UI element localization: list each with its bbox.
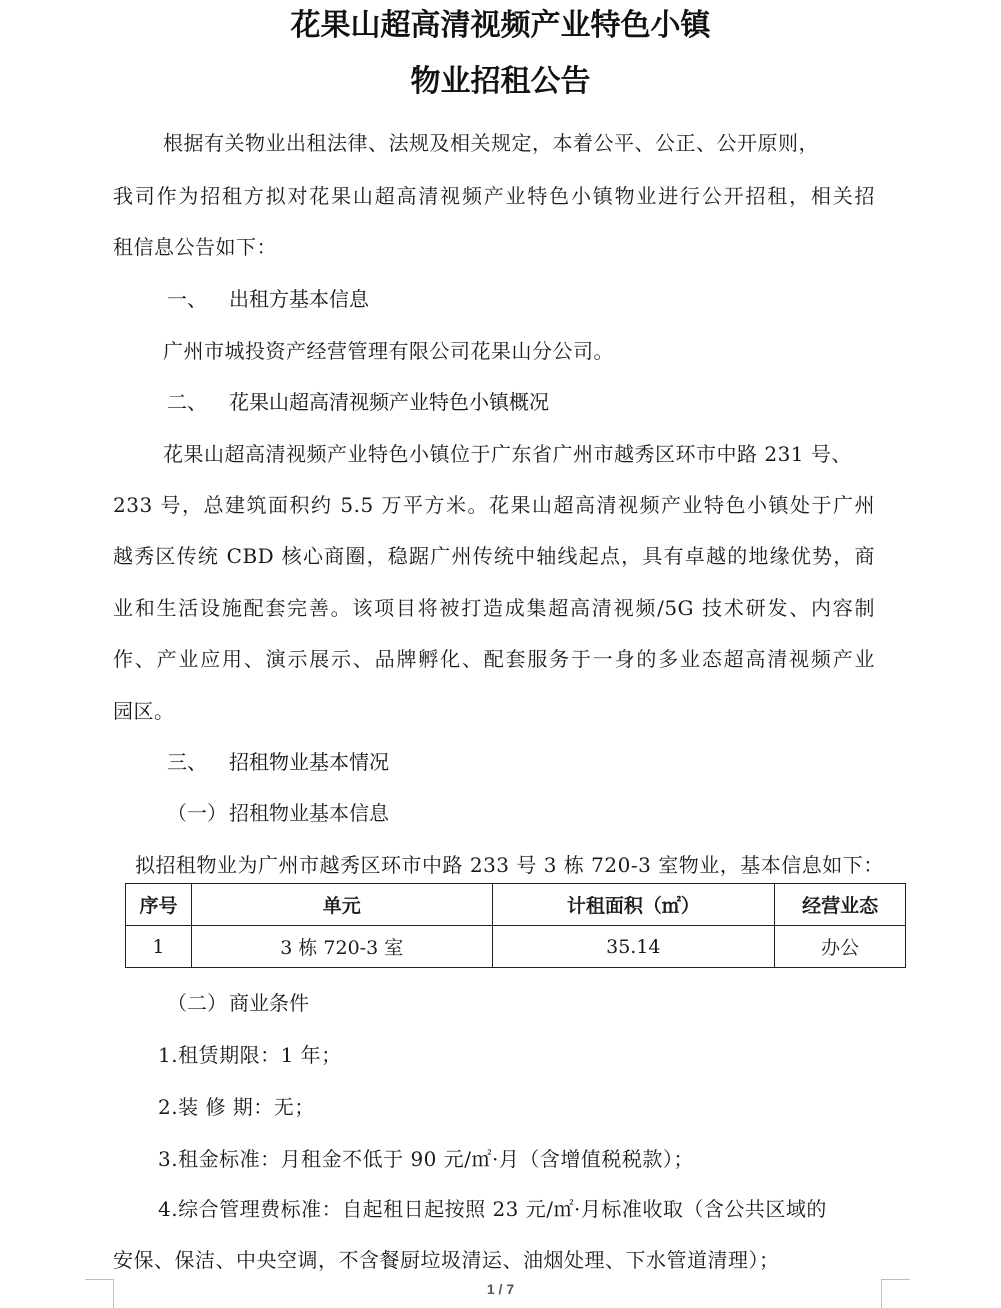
section-2-number: 二、 (167, 390, 207, 414)
section-3-title: 招租物业基本情况 (229, 750, 389, 774)
section-3-number: 三、 (167, 750, 207, 774)
table-cell-index: 1 (126, 926, 192, 968)
section-2-heading (167, 387, 549, 417)
table-cell-business-type: 办公 (775, 926, 906, 968)
intro-line-3: 租信息公告如下： (113, 235, 277, 259)
sub-1-title: 招租物业基本信息 (229, 801, 389, 825)
sub-1-number: （一） (167, 801, 227, 825)
table-header-unit: 单元 (191, 884, 492, 926)
page-number: 1 / 7 (486, 1281, 515, 1297)
section-3-sub-1-heading (167, 798, 389, 828)
condition-item-4-continued: 安保、保洁、中央空调，不含餐厨垃圾清运、油烟处理、下水管道清理）； (113, 1248, 780, 1272)
property-table (125, 883, 906, 968)
table-header-index: 序号 (126, 884, 192, 926)
table-row (126, 926, 906, 968)
document-title-line2: 物业招租公告 (410, 64, 591, 99)
section-2-line-2: 233 号，总建筑面积约 5.5 万平方米。花果山超高清视频产业特色小镇处于广州 (113, 493, 875, 517)
section-1-heading (167, 284, 369, 314)
table-cell-unit: 3 栋 720-3 室 (191, 926, 492, 968)
section-3-sub-2-heading (167, 988, 309, 1018)
section-2-title: 花果山超高清视频产业特色小镇概况 (229, 390, 549, 414)
table-header-business-type: 经营业态 (775, 884, 906, 926)
property-intro: 拟招租物业为广州市越秀区环市中路 233 号 3 栋 720-3 室物业，基本信息如下： (135, 853, 884, 877)
table-cell-area: 35.14 (492, 926, 775, 968)
section-2-line-5: 作、产业应用、演示展示、品牌孵化、配套服务于一身的多业态超高清视频产业 (113, 647, 875, 671)
section-1-number: 一、 (167, 287, 207, 311)
condition-item-3: 3.租金标准：月租金不低于 90 元/㎡·月（含增值税税款）； (158, 1147, 694, 1171)
section-2-line-4: 业和生活设施配套完善。该项目将被打造成集超高清视频/5G 技术研发、内容制 (113, 596, 875, 620)
section-1-body: 广州市城投资产经营管理有限公司花果山分公司。 (163, 339, 614, 363)
sub-2-number: （二） (167, 991, 227, 1015)
document-title-line1: 花果山超高清视频产业特色小镇 (290, 8, 711, 43)
table-header-area: 计租面积（㎡） (492, 884, 775, 926)
sub-2-title: 商业条件 (229, 991, 309, 1015)
section-1-title: 出租方基本信息 (229, 287, 369, 311)
intro-line-1: 根据有关物业出租法律、法规及相关规定，本着公平、公正、公开原则， (163, 131, 819, 155)
intro-line-2: 我司作为招租方拟对花果山超高清视频产业特色小镇物业进行公开招租，相关招 (113, 184, 875, 208)
section-2-line-3: 越秀区传统 CBD 核心商圈，稳踞广州传统中轴线起点，具有卓越的地缘优势，商 (113, 544, 875, 568)
section-3-heading (167, 747, 389, 777)
condition-item-4: 4.综合管理费标准：自起租日起按照 23 元/㎡·月标准收取（含公共区域的 (158, 1197, 827, 1221)
section-2-line-6: 园区。 (113, 699, 175, 723)
condition-item-2: 2.装 修 期：无； (158, 1095, 315, 1119)
condition-item-1: 1.租赁期限：1 年； (158, 1043, 342, 1067)
table-header-row (126, 884, 906, 926)
section-2-line-1: 花果山超高清视频产业特色小镇位于广东省广州市越秀区环市中路 231 号、 (163, 442, 852, 466)
